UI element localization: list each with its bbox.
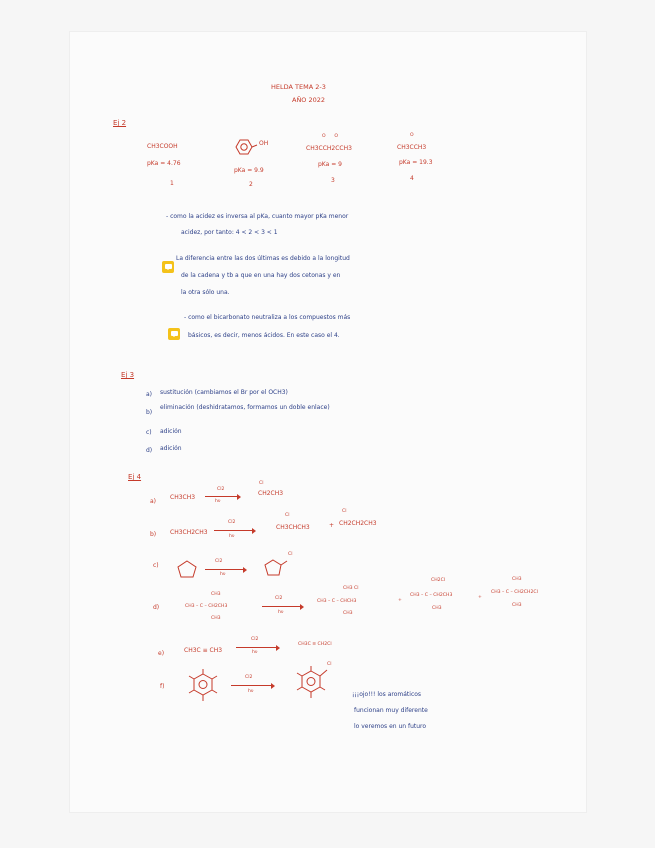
section-title-ej4: Ej 4	[128, 473, 142, 481]
ej4-d-reagent: Cl2	[275, 596, 283, 601]
ej4-c-condition: hν	[220, 572, 226, 577]
ej4-b-reagent: Cl2	[228, 520, 236, 525]
ej3-item-b-text: eliminación (deshidratamos, formamos un doble enlace)	[160, 404, 330, 411]
chlorocyclopentane-structure	[263, 557, 293, 579]
compound-1-formula: CH3COOH	[147, 143, 178, 150]
ej4-d-p1-top: CH3 Cl	[343, 586, 359, 591]
ej3-item-a-text: sustitución (cambiamos el Br por el OCH3)	[160, 389, 288, 396]
arrowhead-icon	[243, 567, 247, 573]
compound-1-number: 1	[170, 180, 174, 187]
compound-1-pka: pKa = 4.76	[147, 160, 181, 167]
ej4-b-cl2: Cl	[342, 509, 347, 514]
compound-4-oxygen: O	[410, 133, 414, 138]
benzene-structure	[184, 668, 222, 704]
ej4-d-p1-main: CH3 – C – CHCH3	[317, 599, 357, 604]
compound-3-oxygens: O O	[322, 134, 338, 139]
ej4-d-p3-main: CH3 – C – CH2CH2Cl	[491, 590, 538, 595]
ej4-b-reactant: CH3CH2CH3	[170, 529, 208, 536]
ej4-d-condition: hν	[278, 610, 284, 615]
ej4-b-letter: b)	[150, 531, 157, 538]
ej4-c-reagent: Cl2	[215, 559, 223, 564]
arrowhead-icon	[252, 528, 256, 534]
section-title-ej2: Ej 2	[113, 119, 127, 127]
ej4-c-cl: Cl	[288, 552, 293, 557]
ej4-f-letter: f)	[160, 683, 165, 690]
ej4-a-reagent: Cl2	[217, 487, 225, 492]
ej2-para3-line2: básicos, es decir, menos ácidos. En este caso el 4.	[188, 332, 340, 339]
ej4-d-reactant-bottom: CH3	[211, 616, 221, 621]
ej3-item-b-letter: b)	[146, 409, 153, 416]
ej4-d-p2-top: CH2Cl	[431, 578, 446, 583]
ej4-d-p3-bottom: CH3	[512, 603, 522, 608]
arrowhead-icon	[276, 645, 280, 651]
arrowhead-icon	[237, 494, 241, 500]
ej4-a-condition: hν	[215, 499, 221, 504]
reaction-arrow	[262, 606, 302, 607]
ej4-e-condition: hν	[252, 650, 258, 655]
ej4-d-reactant-main: CH3 – C – CH2CH3	[185, 604, 228, 609]
page-title: HELDA TEMA 2-3	[271, 83, 326, 91]
ej4-f-cl: Cl	[327, 662, 332, 667]
ej4-d-p2-main: CH3 – C – CH2CH3	[410, 593, 453, 598]
ej4-b-product1: CH3CHCH3	[276, 524, 310, 531]
ej4-b-product2: CH2CH2CH3	[339, 520, 377, 527]
ej4-e-letter: e)	[158, 650, 165, 657]
comment-note-icon[interactable]	[162, 261, 174, 273]
ej3-item-c-text: adición	[160, 428, 182, 435]
ej4-f-note-line2: funcionan muy diferente	[354, 707, 428, 714]
arrowhead-icon	[300, 604, 304, 610]
ej4-e-product: CH3C ≡ CH2Cl	[298, 642, 332, 647]
ej3-item-d-letter: d)	[146, 447, 153, 454]
compound-2-number: 2	[249, 181, 253, 188]
ej2-para2-line3: la otra sólo una.	[181, 289, 230, 296]
ej4-e-reactant: CH3C ≡ CH3	[184, 647, 223, 654]
ej3-item-c-letter: c)	[146, 429, 152, 436]
ej4-b-condition: hν	[229, 534, 235, 539]
ej2-para1-line2: acidez, por tanto: 4 < 2 < 3 < 1	[181, 229, 278, 236]
compound-3-pka: pKa = 9	[318, 161, 342, 168]
ej2-para2-line1: La diferencia entre las dos últimas es debido a la longitud	[176, 255, 350, 262]
ej4-d-p1-bottom: CH3	[343, 611, 353, 616]
ej4-d-plus1: +	[398, 598, 402, 603]
ej4-a-product: CH2CH3	[258, 490, 284, 497]
ej3-item-d-text: adición	[160, 445, 182, 452]
reaction-arrow	[236, 647, 278, 648]
section-title-ej3: Ej 3	[121, 371, 135, 379]
ej4-d-p3-top: CH3	[512, 577, 522, 582]
cyclopentane-structure	[176, 560, 198, 580]
ej4-e-reagent: Cl2	[251, 637, 259, 642]
compound-4-number: 4	[410, 175, 414, 182]
page-year: AÑO 2022	[292, 96, 326, 104]
ej4-d-plus2: +	[478, 595, 482, 600]
ej4-a-letter: a)	[150, 498, 157, 505]
ej4-d-p2-bottom: CH3	[432, 606, 442, 611]
ej4-d-letter: d)	[153, 604, 160, 611]
ej2-para1-line1: - como la acidez es inversa al pKa, cuanto mayor pKa menor	[166, 213, 349, 220]
compound-2-formula: OH	[259, 140, 269, 147]
ej2-para3-line1: - como el bicarbonato neutraliza a los compuestos más	[184, 314, 351, 321]
compound-4-pka: pKa = 19.3	[399, 159, 433, 166]
ej4-f-reagent: Cl2	[245, 675, 253, 680]
comment-note-icon[interactable]	[168, 328, 180, 340]
ej2-para2-line2: de la cadena y tb a que en una hay dos cetonas y en	[181, 272, 341, 279]
ej3-item-a-letter: a)	[146, 391, 153, 398]
ej4-f-note-line1: ¡¡¡ojo!!! los aromáticos	[352, 691, 422, 698]
reaction-arrow	[214, 530, 254, 531]
ej4-a-reactant: CH3CH3	[170, 494, 196, 501]
ej4-c-letter: c)	[153, 562, 159, 569]
ej4-b-plus: +	[329, 522, 335, 529]
reaction-arrow	[231, 685, 273, 686]
ej4-f-note-line3: lo veremos en un futuro	[354, 723, 427, 730]
compound-4-formula: CH3CCH3	[397, 144, 427, 151]
ej4-b-cl1: Cl	[285, 513, 290, 518]
ej4-a-cl: Cl	[259, 481, 264, 486]
phenol-structure	[232, 136, 262, 164]
chlorobenzene-structure	[292, 664, 332, 700]
ej4-f-condition: hν	[248, 689, 254, 694]
ej4-d-reactant-top: CH3	[211, 592, 221, 597]
compound-3-number: 3	[331, 177, 335, 184]
reaction-arrow	[205, 496, 239, 497]
compound-2-pka: pKa = 9.9	[234, 167, 264, 174]
compound-3-formula: CH3CCH2CCH3	[306, 145, 352, 152]
reaction-arrow	[205, 569, 245, 570]
arrowhead-icon	[271, 683, 275, 689]
